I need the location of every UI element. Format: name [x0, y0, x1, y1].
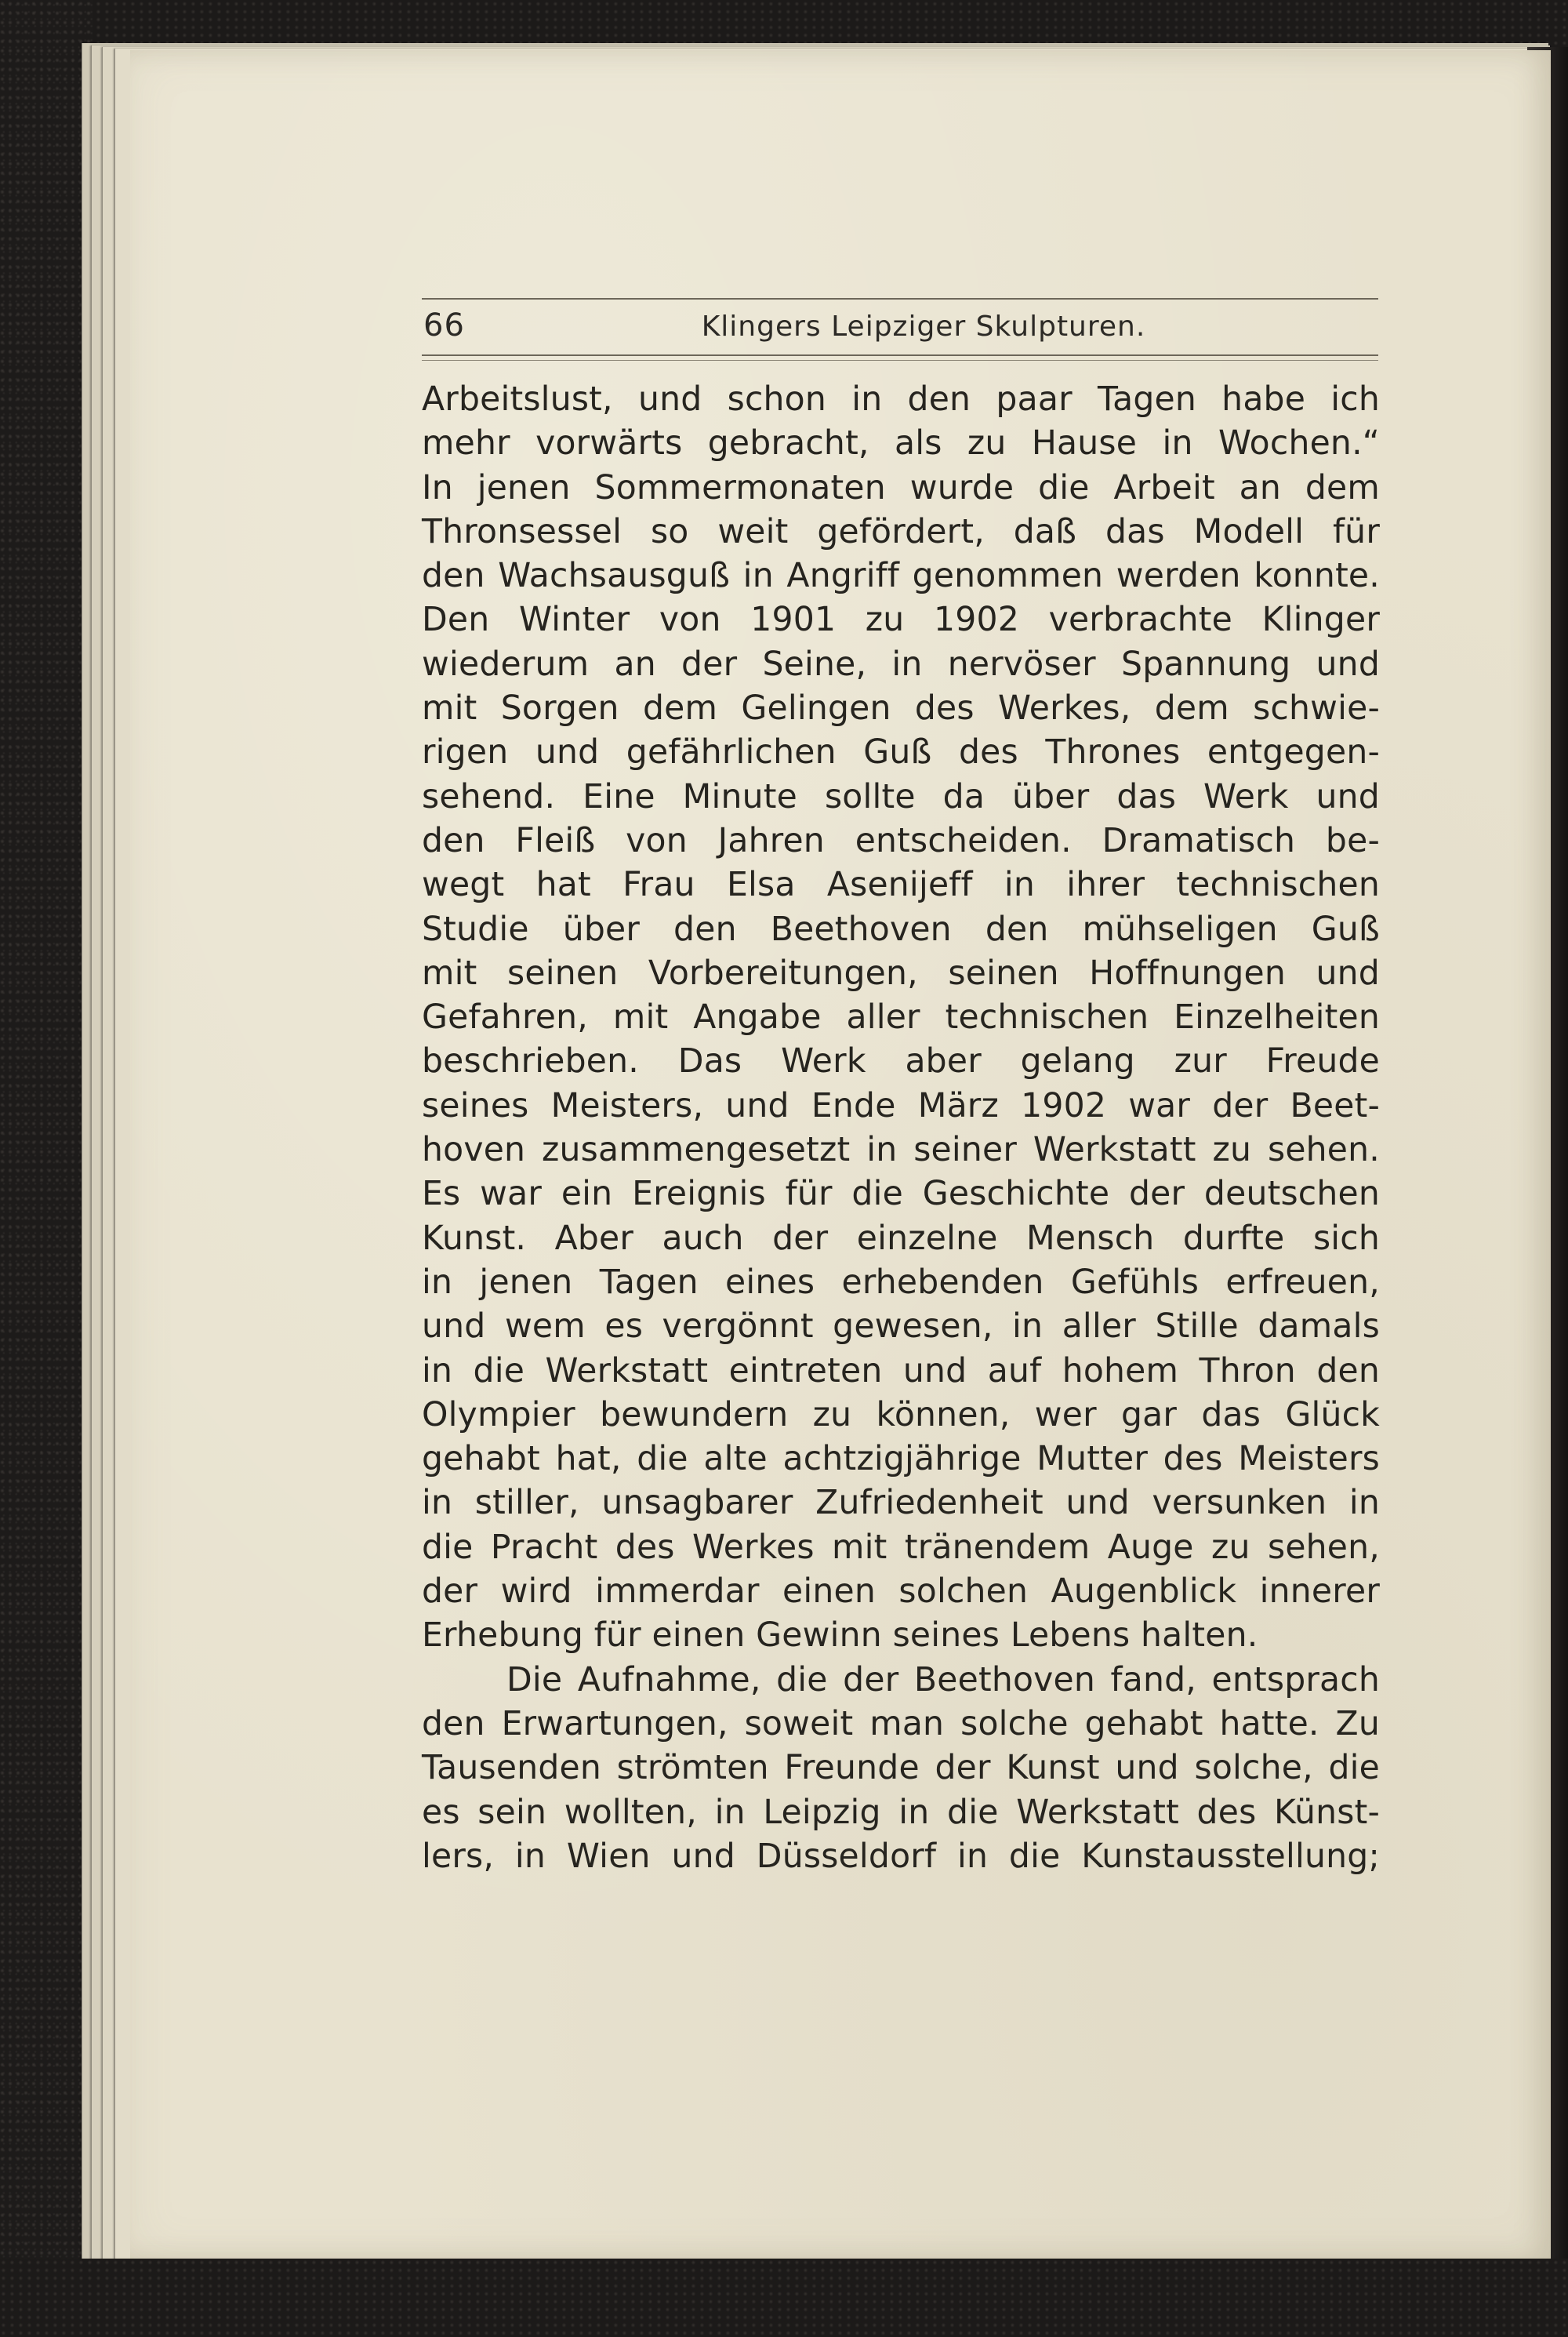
text-line: Studie über den Beethoven den mühseligen Guß: [422, 910, 1380, 949]
body-text: [422, 378, 1380, 1879]
header-rule-top: [422, 298, 1378, 300]
text-line: den Fleiß von Jahren entscheiden. Dramatisch be-: [422, 821, 1380, 860]
text-line: Gefahren, mit Angabe aller technischen Einzelheiten: [422, 998, 1380, 1038]
text-line: den Erwartungen, soweit man solche gehabt hatte. Zu: [422, 1704, 1380, 1743]
text-line: wegt hat Frau Elsa Asenijeff in ihrer technischen: [422, 866, 1380, 905]
text-line: mit seinen Vorbereitungen, seinen Hoffnungen und: [422, 954, 1380, 993]
text-line: seines Meisters, und Ende März 1902 war der Beet-: [422, 1086, 1380, 1125]
text-line: es sein wollten, in Leipzig in die Werkstatt des Künst-: [422, 1793, 1380, 1832]
text-line: Es war ein Ereignis für die Geschichte der deutschen: [422, 1175, 1380, 1214]
text-line: Erhebung für einen Gewinn seines Lebens halten.: [422, 1616, 1258, 1656]
text-line: in die Werkstatt eintreten und auf hohem Thron den: [422, 1351, 1380, 1390]
binding-bottom: [0, 2259, 1568, 2337]
text-line: in jenen Tagen eines erhebenden Gefühls erfreuen,: [422, 1263, 1380, 1302]
text-line: und wem es vergönnt gewesen, in aller Stille damals: [422, 1307, 1380, 1347]
text-line: mit Sorgen dem Gelingen des Werkes, dem schwie-: [422, 689, 1380, 729]
text-line: Thronsessel so weit gefördert, daß das Modell für: [422, 512, 1380, 551]
text-line: lers, in Wien und Düsseldorf in die Kunstausstellung;: [422, 1837, 1380, 1876]
text-line: Den Winter von 1901 zu 1902 verbrachte Klinger: [422, 601, 1380, 640]
running-title: Klingers Leipziger Skulpturen.: [701, 311, 1146, 343]
header-rule-bottom: [422, 354, 1378, 361]
text-line: Tausenden strömten Freunde der Kunst und solche, die: [422, 1749, 1380, 1788]
text-line: mehr vorwärts gebracht, als zu Hause in Wochen.“: [422, 424, 1380, 463]
text-line: hoven zusammengesetzt in seiner Werkstatt zu sehen.: [422, 1131, 1380, 1170]
text-line: wiederum an der Seine, in nervöser Spannung und: [422, 645, 1380, 684]
book-cover-edge: [0, 0, 93, 2337]
text-line: sehend. Eine Minute sollte da über das Werk und: [422, 777, 1380, 816]
text-line: rigen und gefährlichen Guß des Thrones entgegen-: [422, 733, 1380, 772]
text-line: den Wachsausguß in Angriff genommen werden konnte.: [422, 557, 1380, 596]
text-line: In jenen Sommermonaten wurde die Arbeit an dem: [422, 468, 1380, 507]
text-line: Kunst. Aber auch der einzelne Mensch durfte sich: [422, 1219, 1380, 1258]
text-line: beschrieben. Das Werk aber gelang zur Freude: [422, 1042, 1380, 1081]
text-line: gehabt hat, die alte achtzigjährige Mutter des Meisters: [422, 1440, 1380, 1479]
running-head: [422, 298, 1378, 361]
text-line: in stiller, unsagbarer Zufriedenheit und versunken in: [422, 1484, 1380, 1523]
text-line: Olympier bewundern zu können, wer gar das Glück: [422, 1395, 1380, 1434]
text-line: Die Aufnahme, die der Beethoven fand, entsprach: [506, 1660, 1380, 1699]
text-line: Arbeitslust, und schon in den paar Tagen habe ich: [422, 380, 1380, 419]
text-line: die Pracht des Werkes mit tränendem Auge zu sehen,: [422, 1528, 1380, 1567]
page-number: 66: [423, 307, 465, 343]
text-line: der wird immerdar einen solchen Augenblick innerer: [422, 1572, 1380, 1612]
